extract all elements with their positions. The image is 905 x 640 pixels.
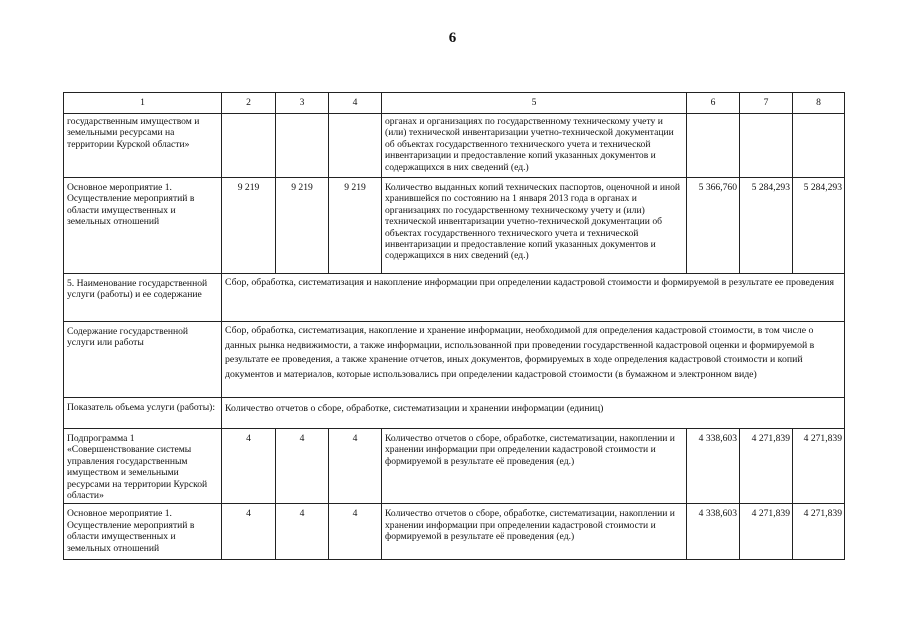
table-cell: [687, 114, 740, 178]
table-cell: [222, 114, 276, 178]
page-number: 6: [448, 30, 457, 46]
row-label: Основное мероприятие 1. Осуществление мероприятий в области имущественных и земельных отношений: [64, 178, 222, 274]
value-cell: 4: [276, 429, 329, 504]
indicator-description: Количество выданных копий технических паспортов, оценочной и иной хранившейся по состоянию на 1 января 2013 года в органах и организациях по государственному техническому учету и (или) технической инвентаризации учетно-технической документации об объектах государственного технического учета и технической инвентаризации и предоставление копий указанных документов и содержащихся в них сведений (ед.): [382, 178, 687, 274]
table-cell: [793, 114, 845, 178]
indicator-description: органах и организациях по государственному техническому учету и (или) технической инвентаризации учетно-технической документации об объектах государственного технического учета и технической инвентаризации и предоставление копий указанных документов и содержащихся в них сведений (ед.): [382, 114, 687, 178]
header-cell: 4: [329, 93, 382, 114]
row-label: государственным имуществом и земельными ресурсами на территории Курской области»: [64, 114, 222, 178]
amount-cell: 5 284,293: [793, 178, 845, 274]
table-cell: [276, 114, 329, 178]
header-cell: 2: [222, 93, 276, 114]
row-label: 5. Наименование государственной услуги (работы) и ее содержание: [64, 274, 222, 322]
header-cell: 8: [793, 93, 845, 114]
volume-indicator-value: Количество отчетов о сборе, обработке, систематизации и хранении информации (единиц): [222, 398, 845, 429]
row-label: Показатель объема услуги (работы):: [64, 398, 222, 429]
amount-cell: 4 271,839: [793, 504, 845, 560]
value-cell: 9 219: [329, 178, 382, 274]
table-cell: [740, 114, 793, 178]
row-label: Содержание государственной услуги или работы: [64, 322, 222, 398]
table-row-continuation: [64, 114, 845, 178]
table-row-service-name: [64, 274, 845, 322]
state-task-table: [63, 92, 845, 560]
table-cell: [329, 114, 382, 178]
header-cell: 5: [382, 93, 687, 114]
table-row-volume-indicator: [64, 398, 845, 429]
value-cell: 4: [276, 504, 329, 560]
amount-cell: 4 271,839: [740, 429, 793, 504]
amount-cell: 4 271,839: [793, 429, 845, 504]
header-cell: 1: [64, 93, 222, 114]
row-label: Основное мероприятие 1. Осуществление мероприятий в области имущественных и земельных отношений: [64, 504, 222, 560]
amount-cell: 5 366,760: [687, 178, 740, 274]
amount-cell: 5 284,293: [740, 178, 793, 274]
amount-cell: 4 338,603: [687, 429, 740, 504]
value-cell: 4: [222, 504, 276, 560]
value-cell: 4: [329, 504, 382, 560]
header-cell: 6: [687, 93, 740, 114]
amount-cell: 4 338,603: [687, 504, 740, 560]
table-header-row: [64, 93, 845, 114]
table-row-subprogram: [64, 429, 845, 504]
value-cell: 4: [222, 429, 276, 504]
table-row-service-content: [64, 322, 845, 398]
value-cell: 9 219: [276, 178, 329, 274]
header-cell: 3: [276, 93, 329, 114]
header-cell: 7: [740, 93, 793, 114]
service-content-value: Сбор, обработка, систематизация, накопление и хранение информации, необходимой для определения кадастровой стоимости, в том числе о данных рынка недвижимости, а также информации, использованной при проведении государственной кадастровой оценки и формируемой в результате ее проведения, а также хранение отчетов, иных документов, формируемых в ходе определения кадастровой стоимости и копий документов и материалов, которые использовались при определении кадастровой стоимости (в бумажном и электронном виде): [222, 322, 845, 398]
indicator-description: Количество отчетов о сборе, обработке, систематизации, накоплении и хранении информации при определении кадастровой стоимости и формируемой в результате её проведения (ед.): [382, 429, 687, 504]
table-row-main-event: [64, 178, 845, 274]
amount-cell: 4 271,839: [740, 504, 793, 560]
row-label: Подпрограмма 1 «Совершенствование системы управления государственным имуществом и земельными ресурсами на территории Курской области»: [64, 429, 222, 504]
service-name-value: Сбор, обработка, систематизация и накопление информации при определении кадастровой стоимости и формируемой в результате ее проведения: [222, 274, 845, 322]
table-row-main-event: [64, 504, 845, 560]
indicator-description: Количество отчетов о сборе, обработке, систематизации, накоплении и хранении информации при определении кадастровой стоимости и формируемой в результате её проведения (ед.): [382, 504, 687, 560]
value-cell: 9 219: [222, 178, 276, 274]
value-cell: 4: [329, 429, 382, 504]
